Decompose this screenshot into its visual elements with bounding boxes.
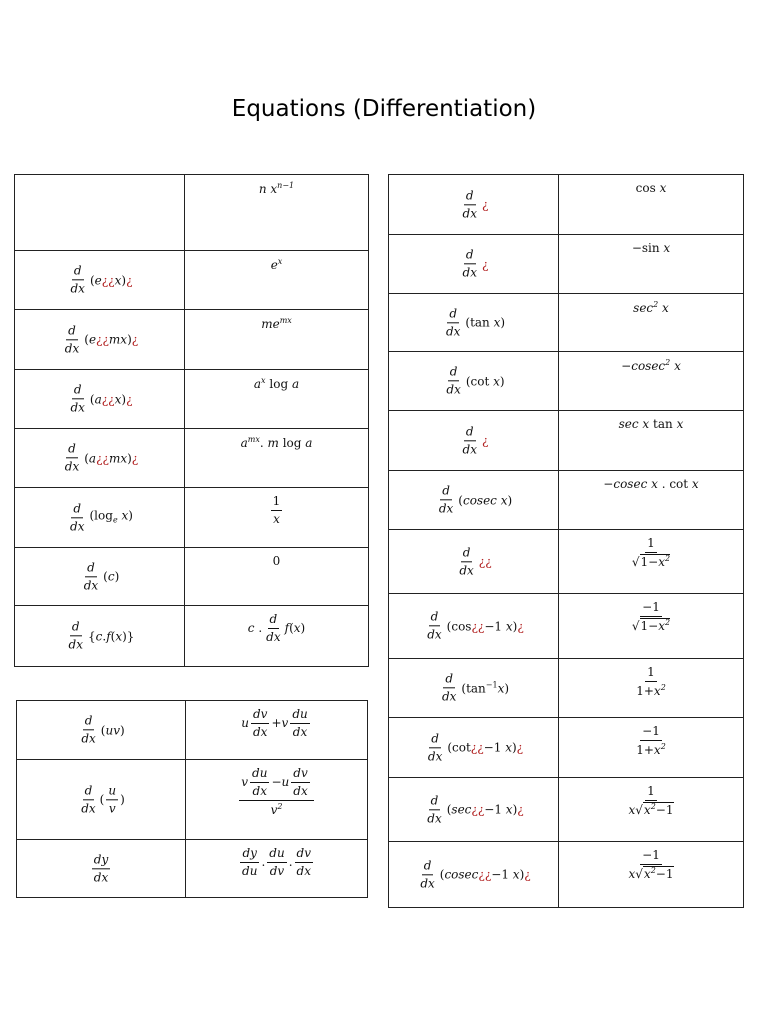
table-row bbox=[389, 352, 744, 411]
derivative-result: 0 bbox=[185, 548, 369, 606]
derivative-result: $\frac{-1}{√1-x^2}$ bbox=[559, 594, 744, 659]
table-row bbox=[15, 370, 369, 429]
derivative-expression: $\frac{dy}{dx}$ bbox=[17, 840, 186, 898]
table-row bbox=[389, 530, 744, 594]
derivative-result: $a^{mx}$. m log a bbox=[185, 429, 369, 488]
derivative-expression: $\frac{d}{dx}$ ( $\frac{u}{v}$ ) bbox=[17, 760, 186, 840]
page-title: Equations (Differentiation) bbox=[231, 96, 537, 122]
table-row bbox=[389, 235, 744, 294]
table-row bbox=[15, 548, 369, 606]
derivative-result: cos x bbox=[559, 175, 744, 235]
derivative-expression bbox=[15, 175, 185, 251]
derivative-result: $\frac{-1}{x√x^2-1}$ bbox=[559, 842, 744, 908]
table-row bbox=[15, 175, 369, 251]
derivative-expression: $\frac{d}{dx}$ $(\tan^{-1}x)$ bbox=[389, 659, 559, 718]
derivative-result: v $\frac{du}{dx}$ −u $\frac{dv}{dx}$ $v^2$ bbox=[186, 760, 368, 840]
table-row bbox=[15, 251, 369, 310]
derivative-result: −sin x bbox=[559, 235, 744, 294]
derivative-result: c . $\frac{d}{dx}$ f(x) bbox=[185, 606, 369, 667]
table-row bbox=[17, 840, 368, 898]
derivative-result: −cosec x . cot x bbox=[559, 471, 744, 530]
table-row bbox=[17, 760, 368, 840]
derivative-expression: $\frac{d}{dx}$ (cot x) bbox=[389, 352, 559, 411]
derivative-expression: $\frac{d}{dx}$ ¿ bbox=[389, 175, 559, 235]
table-row bbox=[389, 778, 744, 842]
derivative-result: $\frac{1}{√1-x^2}$ bbox=[559, 530, 744, 594]
derivative-result: −cosec$^2$ x bbox=[559, 352, 744, 411]
derivative-result: $\frac{-1}{1+x^2}$ bbox=[559, 718, 744, 778]
derivative-result: sec x tan x bbox=[559, 411, 744, 471]
derivative-expression: $\frac{d}{dx}$ ¿ bbox=[389, 235, 559, 294]
table-row bbox=[389, 659, 744, 718]
derivative-expression: $\frac{d}{dx}$ ($\log_e$ x) bbox=[15, 488, 185, 548]
derivative-expression: $\frac{d}{dx}$ (e¿¿x)¿ bbox=[15, 251, 185, 310]
table-row bbox=[15, 606, 369, 667]
formula-table-1 bbox=[14, 174, 369, 667]
derivative-expression: $\frac{d}{dx}$ (cos¿¿−1 x)¿ bbox=[389, 594, 559, 659]
table-row bbox=[389, 175, 744, 235]
table-row bbox=[15, 488, 369, 548]
derivative-expression: $\frac{d}{dx}$ (e¿¿mx)¿ bbox=[15, 310, 185, 370]
table-row bbox=[389, 294, 744, 352]
table-row bbox=[17, 701, 368, 760]
table-row bbox=[389, 411, 744, 471]
table-row bbox=[15, 310, 369, 370]
derivative-expression: $\frac{d}{dx}$ (uv) bbox=[17, 701, 186, 760]
derivative-result: u $\frac{dv}{dx}$ +v $\frac{du}{dx}$ bbox=[186, 701, 368, 760]
derivative-result: n $x^{n-1}$ bbox=[185, 175, 369, 251]
derivative-expression: $\frac{d}{dx}$ ¿ bbox=[389, 411, 559, 471]
derivative-result: $\frac{dy}{du}$ . $\frac{du}{dv}$ . $\frac{dv}{dx}$ bbox=[186, 840, 368, 898]
derivative-expression: $\frac{d}{dx}$ ¿¿ bbox=[389, 530, 559, 594]
formula-table-2 bbox=[16, 700, 368, 898]
derivative-result: $me^{mx}$ bbox=[185, 310, 369, 370]
derivative-expression: $\frac{d}{dx}$ (a¿¿mx)¿ bbox=[15, 429, 185, 488]
derivative-expression: $\frac{d}{dx}$ (cosec x) bbox=[389, 471, 559, 530]
derivative-expression: $\frac{d}{dx}$ (sec¿¿−1 x)¿ bbox=[389, 778, 559, 842]
derivative-result: $e^x$ bbox=[185, 251, 369, 310]
derivative-result: $a^x$ log a bbox=[185, 370, 369, 429]
table-row bbox=[15, 429, 369, 488]
derivative-expression: $\frac{d}{dx}$ (a¿¿x)¿ bbox=[15, 370, 185, 429]
derivative-result: $\sec^2 x$ bbox=[559, 294, 744, 352]
derivative-expression: $\frac{d}{dx}$ (c) bbox=[15, 548, 185, 606]
derivative-expression: $\frac{d}{dx}$ (tan x) bbox=[389, 294, 559, 352]
table-row bbox=[389, 471, 744, 530]
derivative-result: $\frac{1}{x√x^2-1}$ bbox=[559, 778, 744, 842]
derivative-expression: $\frac{d}{dx}$ (cot¿¿−1 x)¿ bbox=[389, 718, 559, 778]
derivative-result: $\frac{1}{x}$ bbox=[185, 488, 369, 548]
derivative-expression: $\frac{d}{dx}$ {c.f(x)} bbox=[15, 606, 185, 667]
table-row bbox=[389, 718, 744, 778]
derivative-result: $\frac{1}{1+x^2}$ bbox=[559, 659, 744, 718]
derivative-expression: $\frac{d}{dx}$ (cosec¿¿−1 x)¿ bbox=[389, 842, 559, 908]
formula-table-3 bbox=[388, 174, 744, 908]
table-row bbox=[389, 594, 744, 659]
table-row bbox=[389, 842, 744, 908]
